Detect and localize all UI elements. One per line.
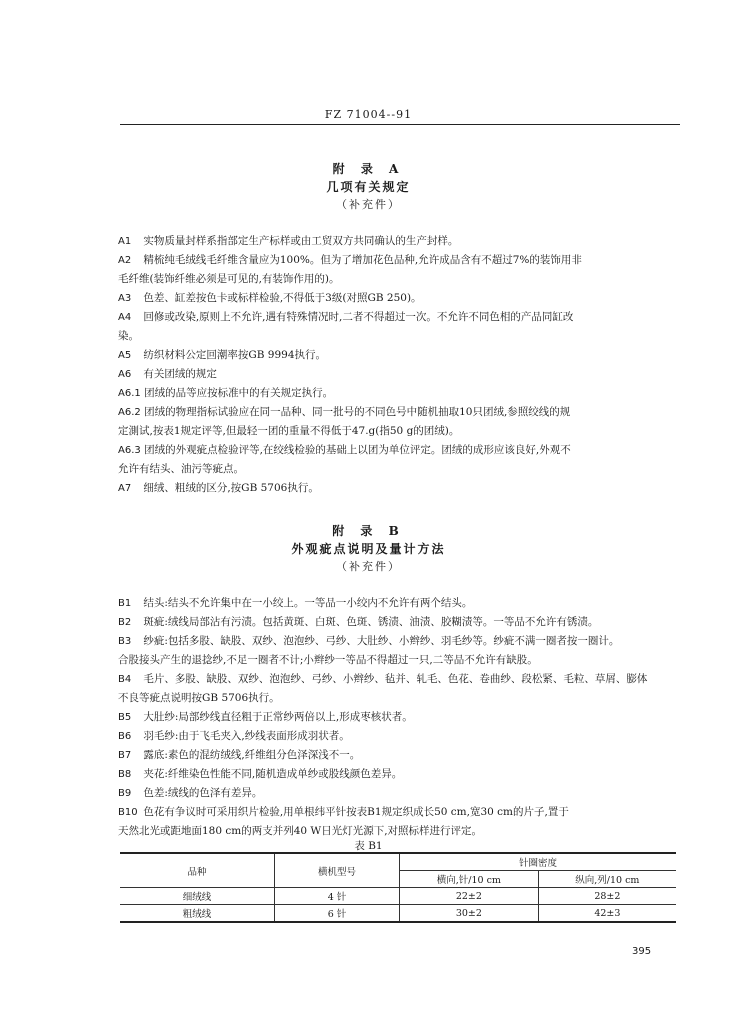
table-row <box>120 888 676 905</box>
cell-gauge: 4 针 <box>275 888 400 905</box>
appendix-b-label: 附 录 B <box>332 524 405 538</box>
clause-b10: B10 色花有争议时可采用织片检验,用单根纬平针按表B1规定织成长50 cm,宽30 cm的片子,置于 天然北光或距地面180 cm的两支并列40 W日光灯光源下,对照标样进行评定。 <box>118 806 569 837</box>
header-variety: 品种 <box>120 853 275 888</box>
page-number: 395 <box>632 946 652 957</box>
clause-a3: A3 色差、缸差按色卡或标样检验,不得低于3级(对照GB 250)。 <box>118 292 422 304</box>
header-density: 针圈密度 <box>400 853 677 871</box>
table-caption: 表 B1 <box>354 840 383 852</box>
clause-a7: A7 细绒、粗绒的区分,按GB 5706执行。 <box>118 482 319 494</box>
standard-code: FZ 71004--91 <box>324 108 413 121</box>
clause-b9: B9 色差:绒线的色泽有差异。 <box>118 787 263 799</box>
header-rule <box>120 124 680 125</box>
clause-a6: A6 有关团绒的规定 <box>118 368 217 380</box>
appendix-b-subtitle: （补充件） <box>336 560 401 573</box>
header-horizontal: 横向,针/10 cm <box>400 871 539 888</box>
clause-b3: B3 纱疵:包括多股、缺股、双纱、泡泡纱、弓纱、大肚纱、小辫纱、羽毛纱等。纱疵不满一圈者按一圈计。 合股接头产生的退捻纱,不足一圈者不计;小辫纱一等品不得超过一只,二等品不允许有缺股。 <box>118 635 620 666</box>
appendix-b-title: 外观疵点说明及量计方法 <box>291 542 446 556</box>
header-vertical: 纵向,列/10 cm <box>538 871 676 888</box>
clause-a1: A1 实物质量封样系指部定生产标样或由工贸双方共同确认的生产封样。 <box>118 235 459 247</box>
appendix-a-title: 几项有关规定 <box>326 180 411 194</box>
clause-a2: A2 精梳纯毛绒线毛纤维含量应为100%。但为了增加花色品种,允许成品含有不超过7%的装饰用非 毛纤维(装饰纤维必须是可见的,有装饰作用的)。 <box>118 254 582 285</box>
cell-vertical: 42±3 <box>538 905 676 923</box>
clause-a5: A5 纺织材料公定回潮率按GB 9994执行。 <box>118 349 327 361</box>
clause-b6: B6 羽毛纱:由于飞毛夹入,纱线表面形成羽状者。 <box>118 730 350 742</box>
clause-a6-2: A6.2 团绒的物理指标试验应在同一品种、同一批号的不同色号中随机抽取10只团绒,参照绞线的规 定測试,按表1规定评等,但最轻一团的重量不得低于47.g(指50 g的团绒)。 <box>118 406 571 437</box>
clause-b5: B5 大肚纱:局部纱线直径粗于正常纱两倍以上,形成枣核状者。 <box>118 711 413 723</box>
clause-b2: B2 斑疵:绒线局部沾有污渍。包括黄斑、白斑、色斑、锈渍、油渍、胶糊渍等。一等品不允许有锈渍。 <box>118 616 599 628</box>
appendix-b-body <box>118 594 678 841</box>
clause-b1: B1 结头:结头不允许集中在一小绞上。一等品一小绞内不允许有两个结头。 <box>118 597 473 609</box>
table-row <box>120 905 676 923</box>
header-gauge: 横机型号 <box>275 853 400 888</box>
cell-horizontal: 30±2 <box>400 905 539 923</box>
clause-b8: B8 夹花:纤维染色性能不同,随机造成单纱或股线颜色差异。 <box>118 768 403 780</box>
appendix-a-subtitle: （补充件） <box>336 198 401 211</box>
clause-b7: B7 露底:素色的混纺绒线,纤维组分色泽深浅不一。 <box>118 749 361 761</box>
knit-density-table <box>120 852 676 923</box>
appendix-a-body <box>118 232 678 498</box>
cell-variety: 粗绒线 <box>120 905 275 923</box>
clause-b4: B4 毛片、多股、缺股、双纱、泡泡纱、弓纱、小辫纱、毡并、轧毛、色花、卷曲纱、段松紧、毛粒、草屑、膨体 不良等疵点说明按GB 5706执行。 <box>118 673 648 704</box>
clause-a6-3: A6.3 团绒的外观疵点检验评等,在绞线检验的基础上以团为单位评定。团绒的成形应该良好,外观不 允许有结头、油污等疵点。 <box>118 444 571 475</box>
cell-gauge: 6 针 <box>275 905 400 923</box>
cell-variety: 细绒线 <box>120 888 275 905</box>
clause-a6-1: A6.1 团绒的品等应按标准中的有关规定执行。 <box>118 387 334 399</box>
clause-a4: A4 回修或改染,原则上不允许,遇有特殊情况时,二者不得超过一次。不允许不同色相的产品同缸改 染。 <box>118 311 574 342</box>
appendix-a-label: 附 录 A <box>332 162 405 176</box>
cell-horizontal: 22±2 <box>400 888 539 905</box>
cell-vertical: 28±2 <box>538 888 676 905</box>
